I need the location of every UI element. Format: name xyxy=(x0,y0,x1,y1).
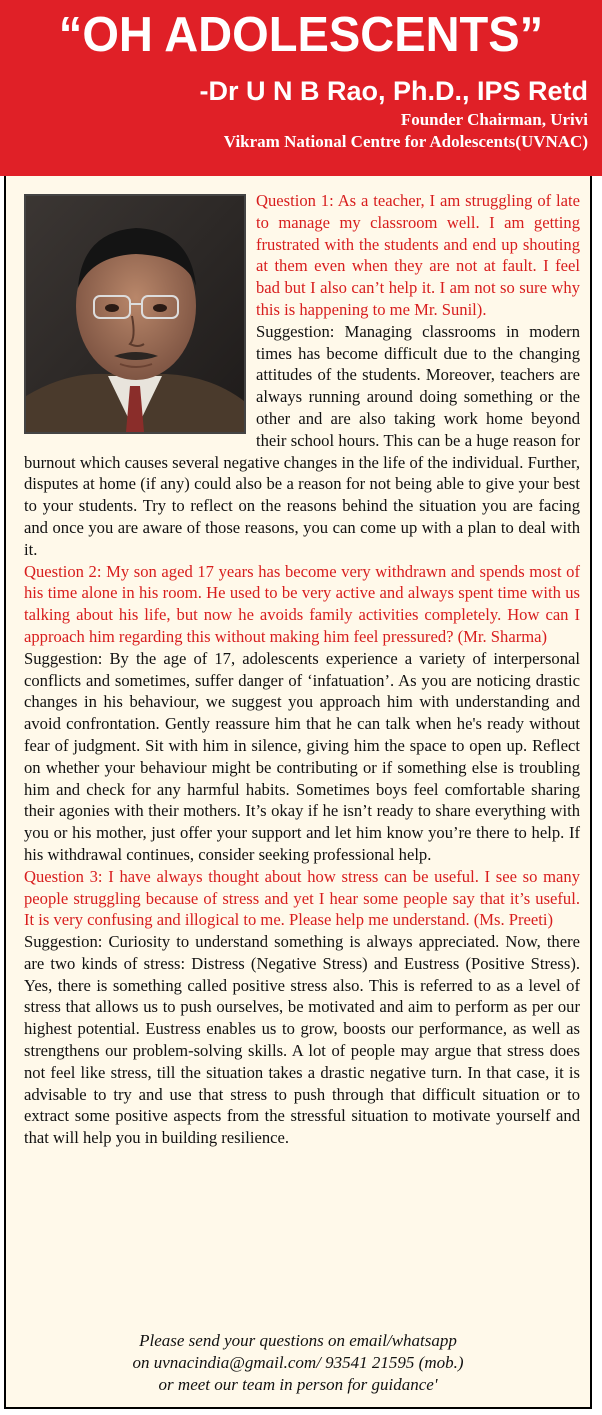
question-3: Question 3: I have always thought about how stress can be useful. I see so many people struggling because of stress and yet I hear some people say that it’s useful. It is very confusing and illogical to me. Please help me understand. (Ms. Preeti) xyxy=(24,866,580,930)
question-2: Question 2: My son aged 17 years has become very withdrawn and spends most of his time alone in his room. He used to be very active and always spent time with us talking about his life, but now he avoids family activities completely. How can I approach him regarding this without making him feel pressured? (Mr. Sharma) xyxy=(24,561,580,646)
article-text xyxy=(24,190,580,1149)
header-banner xyxy=(0,0,602,176)
author-role-line1: Founder Chairman, Urivi xyxy=(400,110,588,129)
article-body xyxy=(4,176,592,1409)
author-photo xyxy=(24,194,246,434)
question-1: Question 1: As a teacher, I am struggling of late to manage my classroom well. I am getting frustrated with the students and end up shouting at them even when they are not at fault. I feel bad but I also can’t help it. I am not so sure why this is happening to me Mr. Sunil). xyxy=(256,191,580,319)
suggestion-1: Suggestion: Managing classrooms in modern times has become difficult due to the changing attitudes of the students. Moreover, teachers are always running around doing something or the other and are also taking work home beyond their school hours. This can be a huge reason for burnout which causes several negative changes in the life of the individual. Further, disputes at home (if any) could also be a reason for not being able to give your best to your students. Try to reflect on the reasons behind the situation you are facing and once you are aware of those reasons, you can come up with a plan to deal with it. xyxy=(24,321,580,559)
page-title: “OH ADOLESCENTS” xyxy=(58,8,544,62)
suggestion-2: Suggestion: By the age of 17, adolescents experience a variety of interpersonal conflicts and sometimes, suffer danger of ‘infatuation’. As you are noticing drastic changes in his behaviour, we suggest you approach him with understanding and avoid confrontation. Gently reassure him that he can talk when he's ready without fear of judgment. Sit with him in silence, giving him the space to open up. Reflect on whether your behaviour might be contributing or if something else is troubling him and check for any harmful habits. Sometimes boys feel comfortable sharing their agonies with their mothers. It’s okay if he isn’t ready to share everything with you or his mother, just offer your support and let him know you’re there to help. If his withdrawal continues, consider seeking professional help. xyxy=(24,648,580,864)
suggestion-3: Suggestion: Curiosity to understand something is always appreciated. Now, there are two kinds of stress: Distress (Negative Stress) and Eustress (Positive Stress). Yes, there is something called positive stress also. This is referred to as a level of stress that allows us to push ourselves, be motivated and aim to perform as per our highest potential. Eustress enables us to grow, boosts our performance, as well as strengthens our problem-solving skills. A lot of people may argue that stress does not feel like stress, till the situation takes a drastic negative turn. In that case, it is advisable to try and use that stress to push through that difficult situation or to extract some positive aspects from the stressful situation to motivate yourself and that will help you in building resilience. xyxy=(24,932,580,1148)
closing-line-2: on uvnacindia@gmail.com/ 93541 21595 (mob.) xyxy=(132,1353,464,1372)
closing-line-1: Please send your questions on email/whatsapp xyxy=(139,1331,457,1350)
closing-note xyxy=(6,1330,590,1396)
closing-line-3: or meet our team in person for guidance' xyxy=(158,1375,438,1394)
author-name: -Dr U N B Rao, Ph.D., IPS Retd xyxy=(199,76,588,106)
author-role-line2: Vikram National Centre for Adolescents(UVNAC) xyxy=(223,132,588,151)
